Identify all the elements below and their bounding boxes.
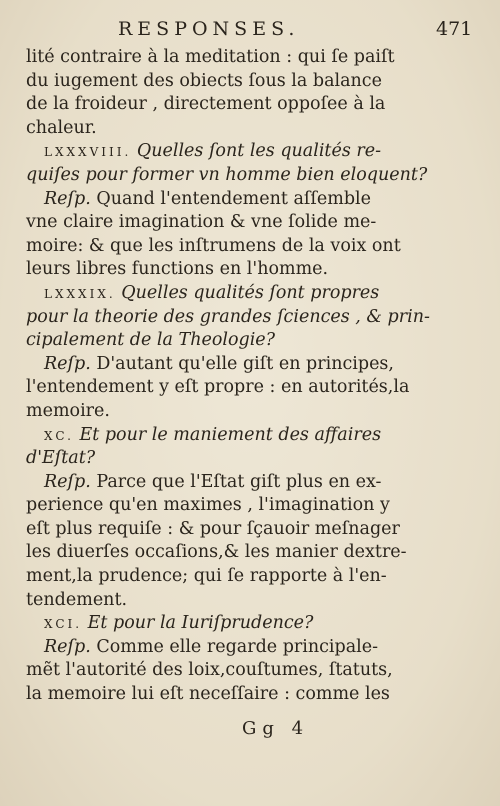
text-line [26,612,478,636]
text-line [26,565,478,589]
response-label: Reſp. [44,636,91,657]
line-text: perience qu'en maximes , l'imagination y [26,495,390,516]
line-text: chaleur. [26,117,97,138]
page-number: 471 [436,18,473,40]
text-line [26,306,478,330]
line-text: ment,la prudence; qui ſe rapporte à l'en- [26,566,387,587]
text-line [26,46,478,70]
text-line [26,353,478,377]
question-text: Quelles qualités ſont propres [121,282,380,303]
text-line [26,329,478,353]
text-line [26,188,478,212]
question-number: LXXXIX. [44,286,116,301]
text-line [26,447,478,471]
question-text: pour la theorie des grandes ſciences , & prin- [26,306,430,327]
text-line [26,70,478,94]
text-line [26,518,478,542]
text-line [26,636,478,660]
text-line [26,93,478,117]
text-line [26,471,478,495]
question-number: XCI. [44,617,83,632]
line-text: moire: & que les inſtrumens de la voix ont [26,235,401,256]
text-line [26,282,478,306]
text-line [26,235,478,259]
question-text: cipalement de la Theologie? [26,330,276,351]
page-header [0,14,500,44]
line-text: mẽt l'autorité des loix,couſtumes, ſtatuts, [26,660,393,681]
question-text: d'Eſtat? [26,448,96,469]
line-text: Comme elle regarde principale- [90,636,379,657]
question-number: XC. [44,428,74,443]
body-text [26,46,478,707]
text-line [26,494,478,518]
question-text: Et pour le maniement des affaires [79,424,382,445]
line-text: D'autant qu'elle giſt en principes, [90,353,394,374]
text-line [26,117,478,141]
text-line [26,683,478,707]
text-line [26,541,478,565]
text-line [26,376,478,400]
text-line [26,211,478,235]
line-text: de la froideur , directement oppoſee à la [26,94,386,115]
text-line [26,424,478,448]
text-line [26,140,478,164]
response-label: Reſp. [44,353,91,374]
line-text: la memoire lui eſt neceſſaire : comme les [26,684,390,705]
line-text: tendement. [26,589,128,610]
running-head: RESPONSES. [118,18,300,40]
line-text: leurs libres functions en l'homme. [26,259,329,280]
line-text: lité contraire à la meditation : qui ſe paiſt [26,47,395,67]
question-number: LXXXVIII. [44,145,132,160]
line-text: Quand l'entendement aſſemble [90,188,371,209]
question-text: Et pour la Iuriſprudence? [87,613,314,634]
text-line [26,659,478,683]
response-label: Reſp. [44,188,91,209]
line-text: du iugement des obiects ſous la balance [26,70,382,91]
line-text: memoire. [26,400,110,421]
line-text: Parce que l'Eſtat giſt plus en ex- [90,471,382,492]
question-text: quiſes pour former vn homme bien eloquent? [26,164,428,185]
line-text: vne claire imagination & vne ſolide me- [26,212,377,233]
signature-mark: Gg 4 [242,718,310,739]
text-line [26,258,478,282]
text-line [26,164,478,188]
response-label: Reſp. [44,471,91,492]
line-text: les diuerſes occaſions,& les manier dextre- [26,542,407,563]
line-text: l'entendement y eſt propre : en autorités,la [26,377,410,398]
question-text: Quelles ſont les qualités re- [136,141,382,162]
text-line [26,400,478,424]
text-line [26,589,478,613]
line-text: eſt plus requiſe : & pour ſçauoir meſnager [26,518,400,539]
